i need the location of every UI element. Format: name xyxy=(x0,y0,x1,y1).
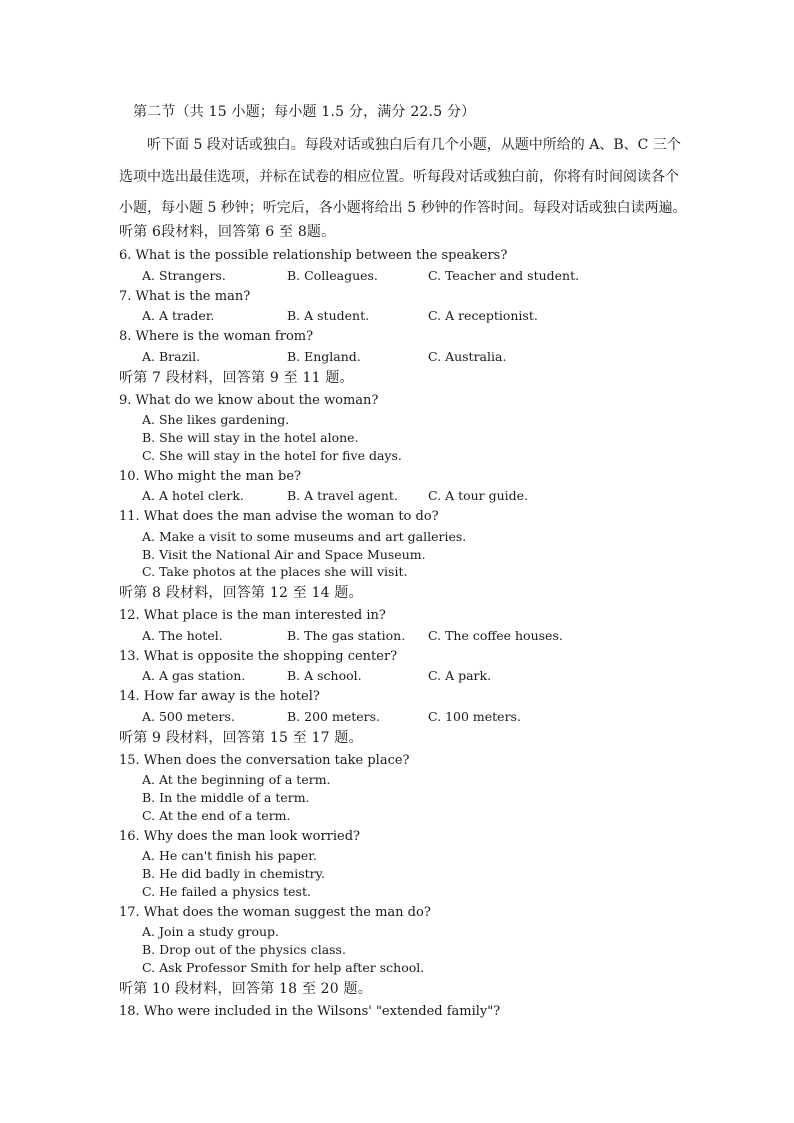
question-15-option-c: C. At the end of a term. xyxy=(142,808,291,823)
question-12-option-a: A. The hotel. xyxy=(142,628,223,643)
question-9-option-c: C. She will stay in the hotel for five days. xyxy=(142,448,402,463)
question-16-option-b: B. He did badly in chemistry. xyxy=(142,866,325,881)
question-8-option-a: A. Brazil. xyxy=(142,349,201,364)
question-14-option-b: B. 200 meters. xyxy=(287,709,380,724)
question-14-option-c: C. 100 meters. xyxy=(428,709,521,724)
question-7-option-b: B. A student. xyxy=(287,308,370,323)
question-6-stem: 6. What is the possible relationship between the speakers? xyxy=(119,248,508,263)
question-11-stem: 11. What does the man advise the woman to do? xyxy=(119,509,439,524)
question-11-option-b: B. Visit the National Air and Space Museum. xyxy=(142,547,426,562)
question-16-stem: 16. Why does the man look worried? xyxy=(119,829,361,844)
instructions-line-1: 听下面 5 段对话或独白。每段对话或独白后有几个小题，从题中所给的 A、B、C 三个 xyxy=(147,137,681,153)
question-9-stem: 9. What do we know about the woman? xyxy=(119,393,379,408)
question-16-option-c: C. He failed a physics test. xyxy=(142,884,311,899)
question-10-stem: 10. Who might the man be? xyxy=(119,469,302,484)
section-title: 第二节（共 15 小题；每小题 1.5 分，满分 22.5 分） xyxy=(133,104,476,120)
instructions-line-2: 选项中选出最佳选项，并标在试卷的相应位置。听每段对话或独白前，你将有时间阅读各个 xyxy=(119,169,679,185)
question-11-option-a: A. Make a visit to some museums and art galleries. xyxy=(142,529,467,544)
question-13-stem: 13. What is opposite the shopping center? xyxy=(119,649,398,664)
group-heading-7: 听第 7 段材料，回答第 9 至 11 题。 xyxy=(119,370,354,386)
question-17-option-c: C. Ask Professor Smith for help after school. xyxy=(142,960,425,975)
question-16-option-a: A. He can't finish his paper. xyxy=(142,848,317,863)
question-11-option-c: C. Take photos at the places she will visit. xyxy=(142,564,408,579)
group-heading-9: 听第 9 段材料，回答第 15 至 17 题。 xyxy=(119,730,363,746)
question-6-option-b: B. Colleagues. xyxy=(287,268,378,283)
question-6-option-a: A. Strangers. xyxy=(142,268,226,283)
group-heading-10: 听第 10 段材料，回答第 18 至 20 题。 xyxy=(119,981,372,997)
question-10-option-b: B. A travel agent. xyxy=(287,488,398,503)
question-17-option-a: A. Join a study group. xyxy=(142,924,280,939)
question-15-stem: 15. When does the conversation take place? xyxy=(119,753,410,768)
question-13-option-b: B. A school. xyxy=(287,668,362,683)
question-9-option-b: B. She will stay in the hotel alone. xyxy=(142,430,359,445)
group-heading-6: 听第 6段材料，回答第 6 至 8题。 xyxy=(119,224,336,240)
question-9-option-a: A. She likes gardening. xyxy=(142,412,290,427)
question-7-option-c: C. A receptionist. xyxy=(428,308,538,323)
question-15-option-b: B. In the middle of a term. xyxy=(142,790,310,805)
question-10-option-c: C. A tour guide. xyxy=(428,488,529,503)
question-8-option-c: C. Australia. xyxy=(428,349,507,364)
question-14-option-a: A. 500 meters. xyxy=(142,709,235,724)
instructions-line-3: 小题，每小题 5 秒钟；听完后，各小题将给出 5 秒钟的作答时间。每段对话或独白读两遍。 xyxy=(119,200,687,216)
question-15-option-a: A. At the beginning of a term. xyxy=(142,772,331,787)
group-heading-8: 听第 8 段材料，回答第 12 至 14 题。 xyxy=(119,585,363,601)
question-12-option-c: C. The coffee houses. xyxy=(428,628,563,643)
question-13-option-a: A. A gas station. xyxy=(142,668,246,683)
question-12-option-b: B. The gas station. xyxy=(287,628,406,643)
question-17-stem: 17. What does the woman suggest the man do? xyxy=(119,905,431,920)
question-10-option-a: A. A hotel clerk. xyxy=(142,488,244,503)
question-18-stem: 18. Who were included in the Wilsons' "extended family"? xyxy=(119,1004,501,1019)
question-7-stem: 7. What is the man? xyxy=(119,289,251,304)
question-17-option-b: B. Drop out of the physics class. xyxy=(142,942,346,957)
question-14-stem: 14. How far away is the hotel? xyxy=(119,689,320,704)
question-7-option-a: A. A trader. xyxy=(142,308,215,323)
question-6-option-c: C. Teacher and student. xyxy=(428,268,580,283)
question-8-option-b: B. England. xyxy=(287,349,361,364)
question-8-stem: 8. Where is the woman from? xyxy=(119,329,314,344)
question-13-option-c: C. A park. xyxy=(428,668,492,683)
question-12-stem: 12. What place is the man interested in? xyxy=(119,608,386,623)
